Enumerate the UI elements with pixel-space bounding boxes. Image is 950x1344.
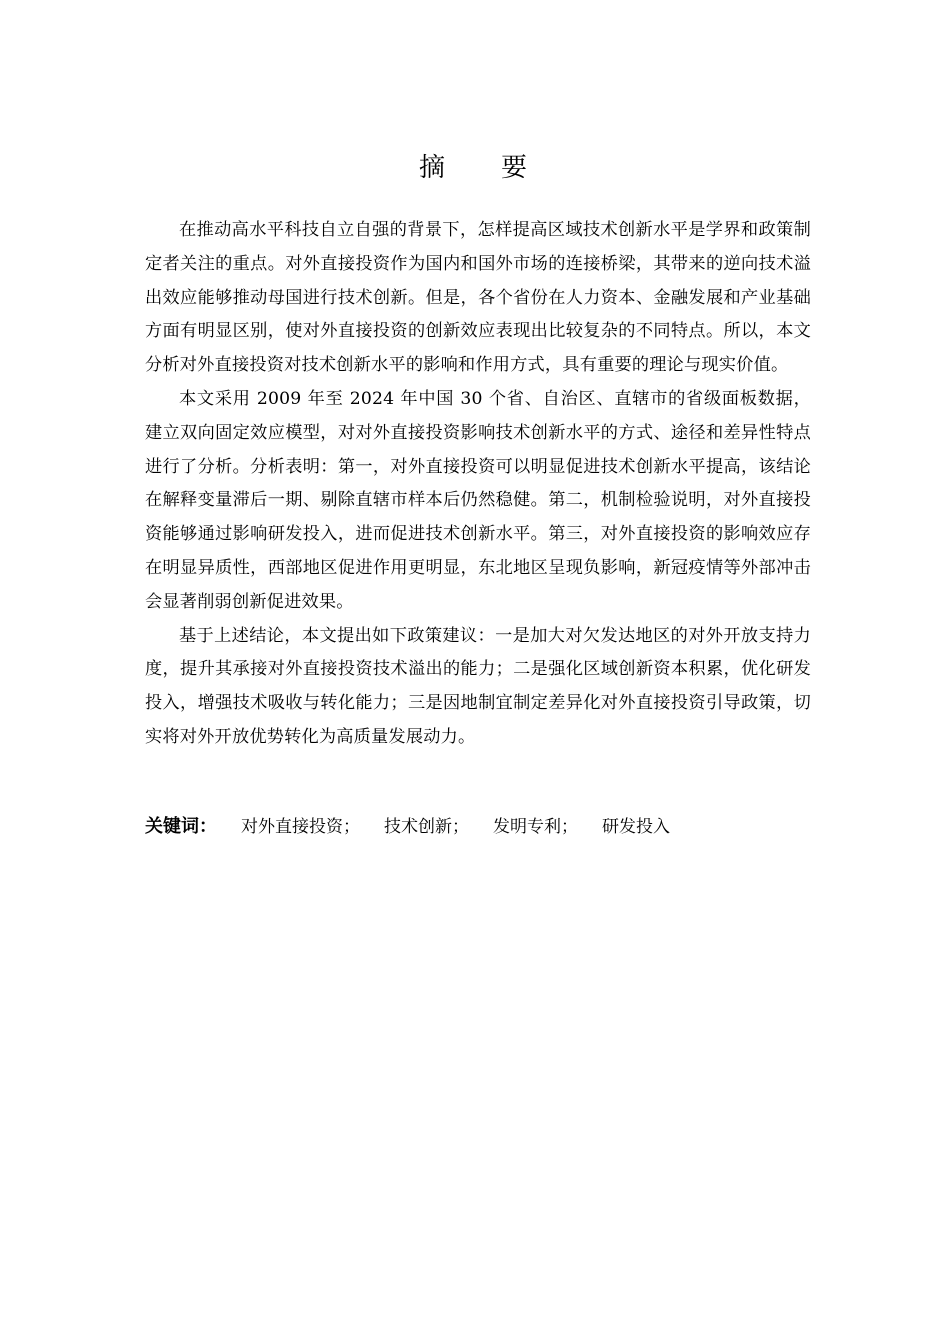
abstract-paragraph-method: 本文采用 2009 年至 2024 年中国 30 个省、自治区、直辖市的省级面板数据，建立双向固定效应模型，对对外直接投资影响技术创新水平的方式、途径和差异性特点进行了分析。分析表明：第一，对外直接投资可以明显促进技术创新水平提高，该结论在解释变量滞后一期、剔除直辖市样本后仍然稳健。第二，机制检验说明，对外直接投资能够通过影响研发投入，进而促进技术创新水平。第三，对外直接投资的影响效应存在明显异质性，西部地区促进作用更明显，东北地区呈现负影响，新冠疫情等外部冲击会显著削弱创新促进效果。 <box>145 388 811 612</box>
abstract-title <box>0 146 950 190</box>
keyword-item: 研发投入 <box>602 817 670 837</box>
abstract-paragraph-background: 在推动高水平科技自立自强的背景下，怎样提高区域技术创新水平是学界和政策制定者关注的重点。对外直接投资作为国内和国外市场的连接桥梁，其带来的逆向技术溢出效应能够推动母国进行技术创新。但是，各个省份在人力资本、金融发展和产业基础方面有明显区别，使对外直接投资的创新效应表现出比较复杂的不同特点。所以，本文分析对外直接投资对技术创新水平的影响和作用方式，具有重要的理论与现实价值。 <box>145 220 811 376</box>
keyword-item: 发明专利； <box>493 817 578 837</box>
abstract-body <box>145 214 811 755</box>
keyword-item: 技术创新； <box>384 817 469 837</box>
abstract-paragraph-policy: 基于上述结论，本文提出如下政策建议：一是加大对欠发达地区的对外开放支持力度，提升其承接对外直接投资技术溢出的能力；二是强化区域创新资本积累，优化研发投入，增强技术吸收与转化能力；三是因地制宜制定差异化对外直接投资引导政策，切实将对外开放优势转化为高质量发展动力。 <box>145 625 811 747</box>
keywords-label: 关键词： <box>145 816 217 837</box>
keywords-line <box>145 810 811 844</box>
abstract-title-char-2: 要 <box>501 153 532 183</box>
keyword-item: 对外直接投资； <box>241 817 360 837</box>
abstract-title-char-1: 摘 <box>418 153 449 183</box>
